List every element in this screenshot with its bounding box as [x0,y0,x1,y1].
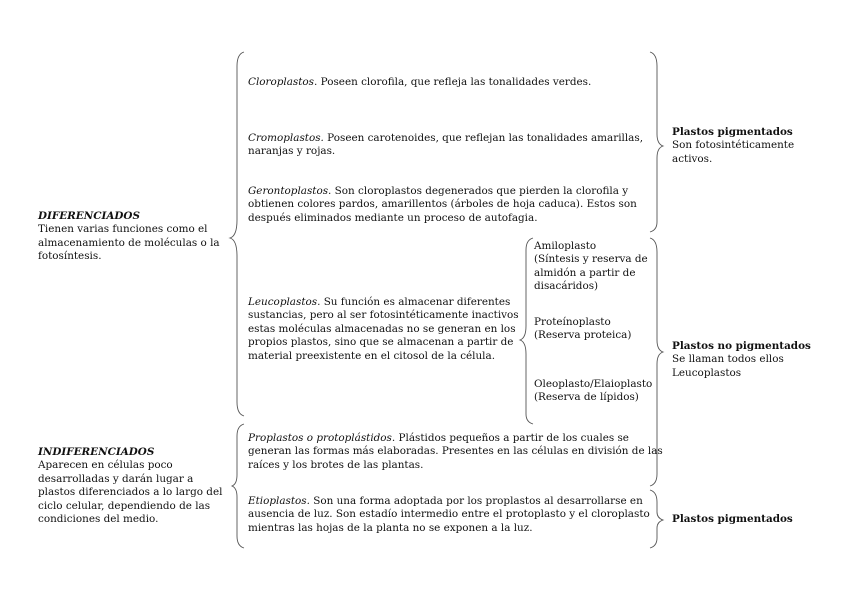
leucoplastos-block [248,296,519,363]
etioplastos-desc: Son una forma adoptada por los proplastos al desarrollarse en [309,495,643,507]
etioplastos-line-2: ausencia de luz. Son estadío intermedio entre el protoplasto y el cloroplasto [248,508,650,521]
etioplastos-line-3: mientras las hojas de la planta no se exponen a la luz. [248,521,533,534]
pigmentados-1-title: Plastos pigmentados [672,126,793,138]
diferenciados-line-1: Tienen varias funciones como el [38,223,208,236]
indiferenciados-block [38,446,222,526]
leucoplastos-line-4: propios plastos, sino que se almacenan a partir de [248,336,514,349]
gerontoplastos-line-2: obtienen colores pardos, amarillentos (árboles de hoja caduca). Estos son [248,198,637,211]
indiferenciados-line-4: ciclo celular, dependiendo de las [38,499,211,512]
indiferenciados-title: INDIFERENCIADOS [38,446,155,458]
oleoplasto-line-1: Oleoplasto/Elaioplasto [534,378,653,390]
gerontoplastos-block [248,185,637,225]
indiferenciados-line-3: plastos diferenciados a lo largo del [38,486,223,499]
proplastos-desc: Plástidos pequeños a partir de los cuales se [395,432,629,444]
amiloplasto-line-4: disacáridos) [534,280,599,293]
gerontoplastos-line-3: después eliminados mediante un proceso de autofagia. [248,211,538,224]
pigmentados-2-block [672,513,793,526]
cloroplastos-desc: Poseen clorofila, que refleja las tonalidades verdes. [317,76,592,88]
no-pigmentados-line-1: Se llaman todos ellos [672,353,784,366]
pigmentados-1-line-2: activos. [672,152,713,165]
proplastos-line-2: generan las formas más elaboradas. Presentes en las células en división de las [248,445,663,458]
proplastos-line-3: raíces y los brotes de las plantas. [248,458,424,471]
cromoplastos-line-2: naranjas y rojas. [248,145,336,158]
diferenciados-line-2: almacenamiento de moléculas o la [38,236,220,249]
cromoplastos-block [248,132,643,159]
brace-pigmentados-2 [650,490,663,548]
leucoplastos-line-3: estas moléculas almacenadas no se generan en los [248,322,516,335]
proplastos-block [248,432,663,472]
amiloplasto-line-1: Amiloplasto [534,240,597,252]
no-pigmentados-title: Plastos no pigmentados [672,340,811,352]
leucoplastos-name: Leucoplastos. [248,296,321,308]
etioplastos-block [248,495,650,535]
proplastos-name: Proplastos o protoplástidos. [248,432,396,444]
oleoplasto-line-2: (Reserva de lípidos) [534,391,639,404]
pigmentados-1-block [672,126,794,166]
indiferenciados-line-1: Aparecen en células poco [38,459,173,472]
leucoplastos-line-2: sustancias, pero al ser fotosintéticamente inactivos [248,309,519,322]
brace-pigmentados-1 [650,52,663,232]
pigmentados-1-line-1: Son fotosintéticamente [672,139,795,152]
oleoplasto-block [534,378,652,405]
amiloplasto-block [534,240,648,294]
indiferenciados-line-5: condiciones del medio. [38,513,159,526]
cloroplastos-name: Cloroplastos. [248,76,318,88]
proteinoplasto-line-2: (Reserva proteica) [534,329,632,342]
pigmentados-2-title: Plastos pigmentados [672,513,793,525]
leucoplastos-desc: Su función es almacenar diferentes [320,296,511,308]
cromoplastos-desc: Poseen carotenoides, que reflejan las tonalidades amarillas, [323,132,643,144]
cromoplastos-name: Cromoplastos. [248,132,324,144]
brace-indiferenciados [232,424,244,548]
amiloplasto-line-3: almidón a partir de [534,266,636,279]
no-pigmentados-line-2: Leucoplastos [672,366,742,379]
brace-leuco-types [520,238,533,424]
diferenciados-block [38,210,220,264]
etioplastos-name: Etioplastos. [248,495,310,507]
gerontoplastos-desc: Son cloroplastos degenerados que pierden la clorofila y [331,185,629,197]
brace-diferenciados [230,52,244,416]
proteinoplasto-line-1: Proteínoplasto [534,316,611,328]
no-pigmentados-block [672,340,811,380]
proteinoplasto-block [534,316,631,343]
diferenciados-title: DIFERENCIADOS [38,210,140,222]
gerontoplastos-name: Gerontoplastos. [248,185,332,197]
diferenciados-line-3: fotosíntesis. [38,250,102,263]
indiferenciados-line-2: desarrolladas y darán lugar a [38,472,194,485]
amiloplasto-line-2: (Síntesis y reserva de [534,253,648,266]
cloroplastos-block [248,76,591,89]
leucoplastos-line-5: material preexistente en el citosol de la célula. [248,349,495,362]
